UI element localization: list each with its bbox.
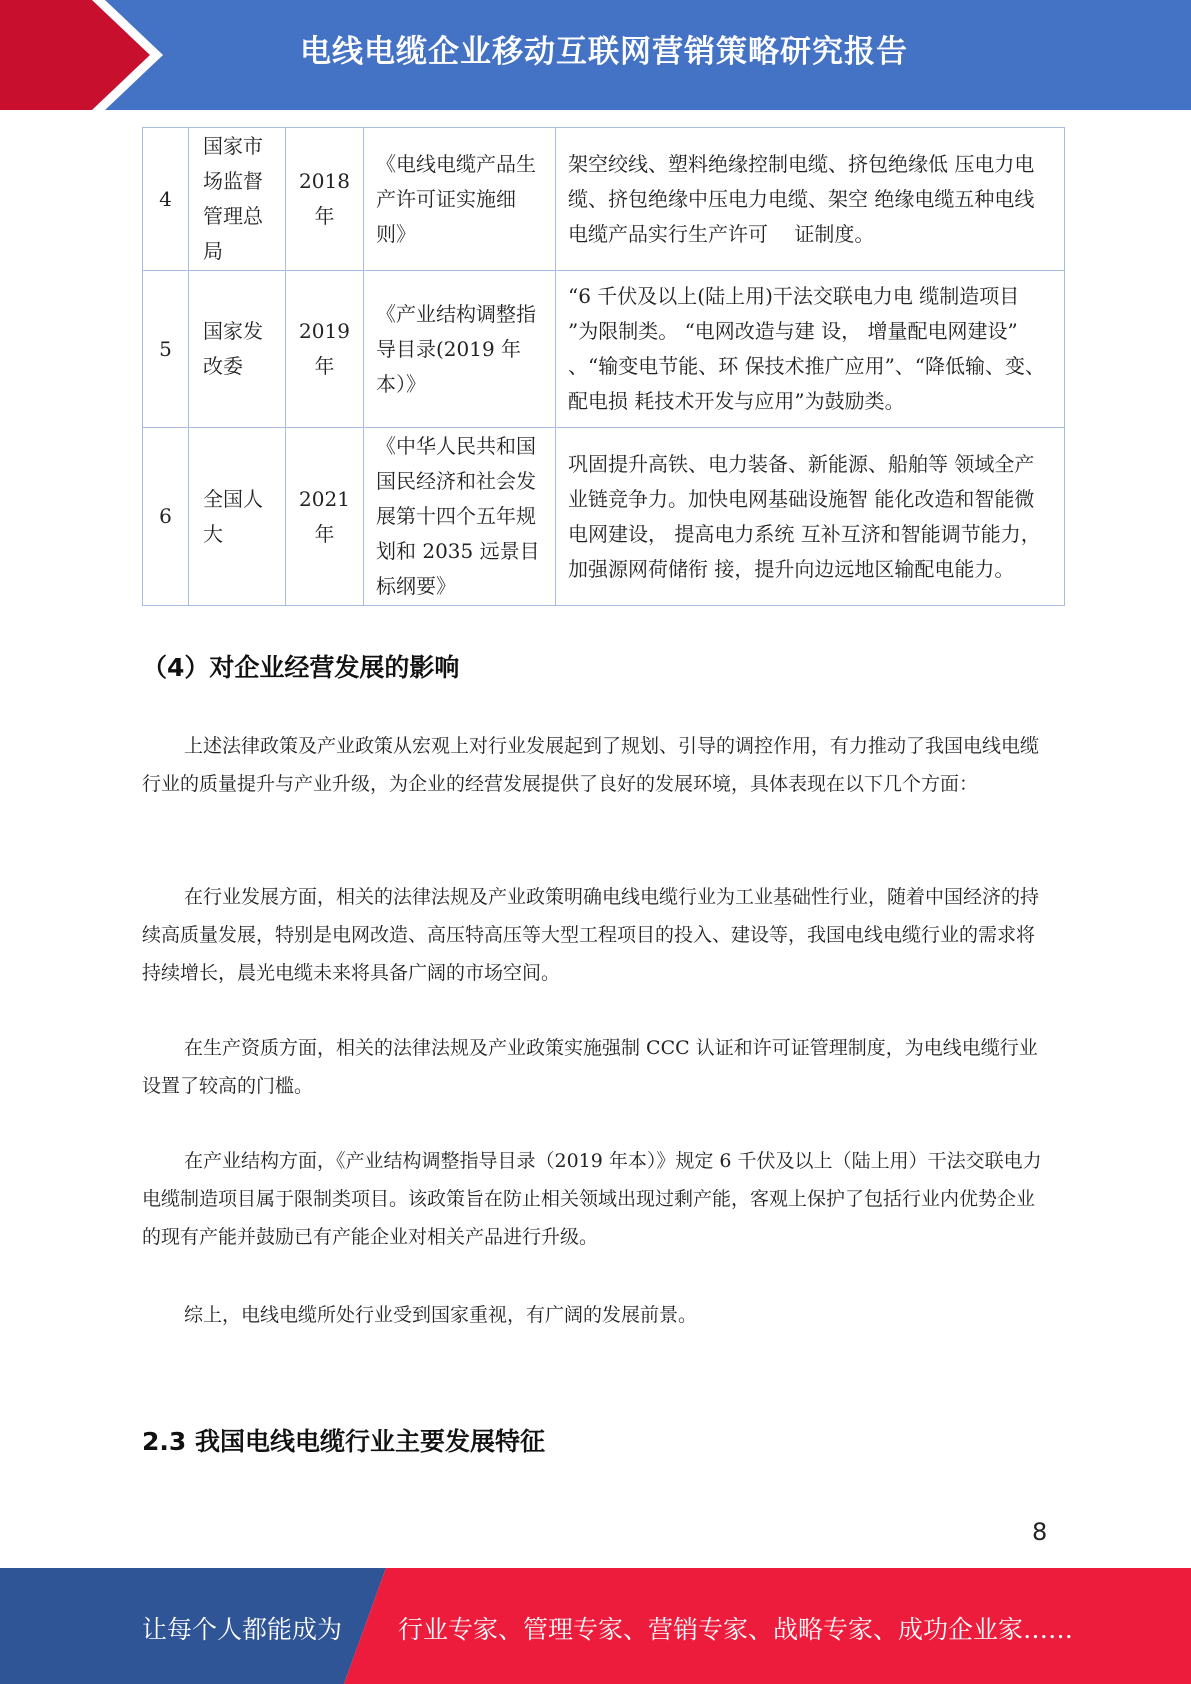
issue-year: 2019 年: [286, 271, 364, 428]
issuing-department: 全国人大: [189, 428, 286, 606]
policy-content: 巩固提升高铁、电力装备、新能源、船舶等 领域全产业链竞争力。加快电网基础设施智 能化改造和智能微电网建设， 提高电力系统 互补互济和智能调节能力，加强源网荷储衔 接，提升向边远地区输配电能力。: [556, 428, 1065, 606]
issuing-department: 国家发改委: [189, 271, 286, 428]
table-row: [143, 271, 1065, 428]
footer-slogan-right: 行业专家、管理专家、营销专家、战略专家、成功企业家……: [398, 1615, 1074, 1644]
body-paragraph: 在生产资质方面，相关的法律法规及产业政策实施强制 CCC 认证和许可证管理制度，为电线电缆行业设置了较高的门槛。: [142, 1037, 1038, 1097]
table-row: [143, 428, 1065, 606]
page-footer: [0, 1568, 1191, 1684]
page-header: [0, 0, 1191, 110]
policy-table: [142, 127, 1065, 606]
report-title: 电线电缆企业移动互联网营销策略研究报告: [300, 34, 908, 70]
row-number: 5: [143, 271, 189, 428]
policy-document: 《产业结构调整指导目录(2019 年本）》: [364, 271, 556, 428]
page-number: 8: [1032, 1518, 1048, 1546]
issue-year: 2018 年: [286, 128, 364, 271]
issuing-department: 国家市场监督管理总局: [189, 128, 286, 271]
policy-document: 《中华人民共和国国民经济和社会发展第十四个五年规划和 2035 远景目标纲要》: [364, 428, 556, 606]
issue-year: 2021 年: [286, 428, 364, 606]
body-paragraph: 上述法律政策及产业政策从宏观上对行业发展起到了规划、引导的调控作用，有力推动了我国电线电缆行业的质量提升与产业升级，为企业的经营发展提供了良好的发展环境，具体表现在以下几个方面：: [142, 735, 1040, 795]
body-paragraph: 综上，电线电缆所处行业受到国家重视，有广阔的发展前景。: [184, 1304, 698, 1326]
section-heading-impact: （4）对企业经营发展的影响: [142, 653, 460, 682]
row-number: 4: [143, 128, 189, 271]
footer-slogan-left: 让每个人都能成为: [142, 1615, 343, 1644]
section-heading-2-3: 2.3 我国电线电缆行业主要发展特征: [142, 1427, 545, 1456]
table-row: [143, 128, 1065, 271]
body-paragraph: 在行业发展方面，相关的法律法规及产业政策明确电线电缆行业为工业基础性行业，随着中国经济的持续高质量发展，特别是电网改造、高压特高压等大型工程项目的投入、建设等，我国电线电缆行业的需求将持续增长，晨光电缆未来将具备广阔的市场空间。: [142, 886, 1040, 984]
body-paragraph: 在产业结构方面，《产业结构调整指导目录（2019 年本）》规定 6 千伏及以上（陆上用）干法交联电力电缆制造项目属于限制类项目。该政策旨在防止相关领域出现过剩产能，客观上保护了包括行业内优势企业的现有产能并鼓励已有产能企业对相关产品进行升级。: [142, 1150, 1042, 1248]
red-arrow-shape: [0, 0, 150, 110]
row-number: 6: [143, 428, 189, 606]
policy-content: “6 千伏及以上(陆上用)干法交联电力电 缆制造项目 ”为限制类。 “电网改造与建 设， 增量配电网建设” 、“输变电节能、环 保技术推广应用”、“降低输、变、配电损 耗技术开发与应用”为鼓励类。: [556, 271, 1065, 428]
policy-content: 架空绞线、塑料绝缘控制电缆、挤包绝缘低 压电力电缆、挤包绝缘中压电力电缆、架空 绝缘电缆五种电线电缆产品实行生产许可 证制度。: [556, 128, 1065, 271]
policy-document: 《电线电缆产品生产许可证实施细则》: [364, 128, 556, 271]
